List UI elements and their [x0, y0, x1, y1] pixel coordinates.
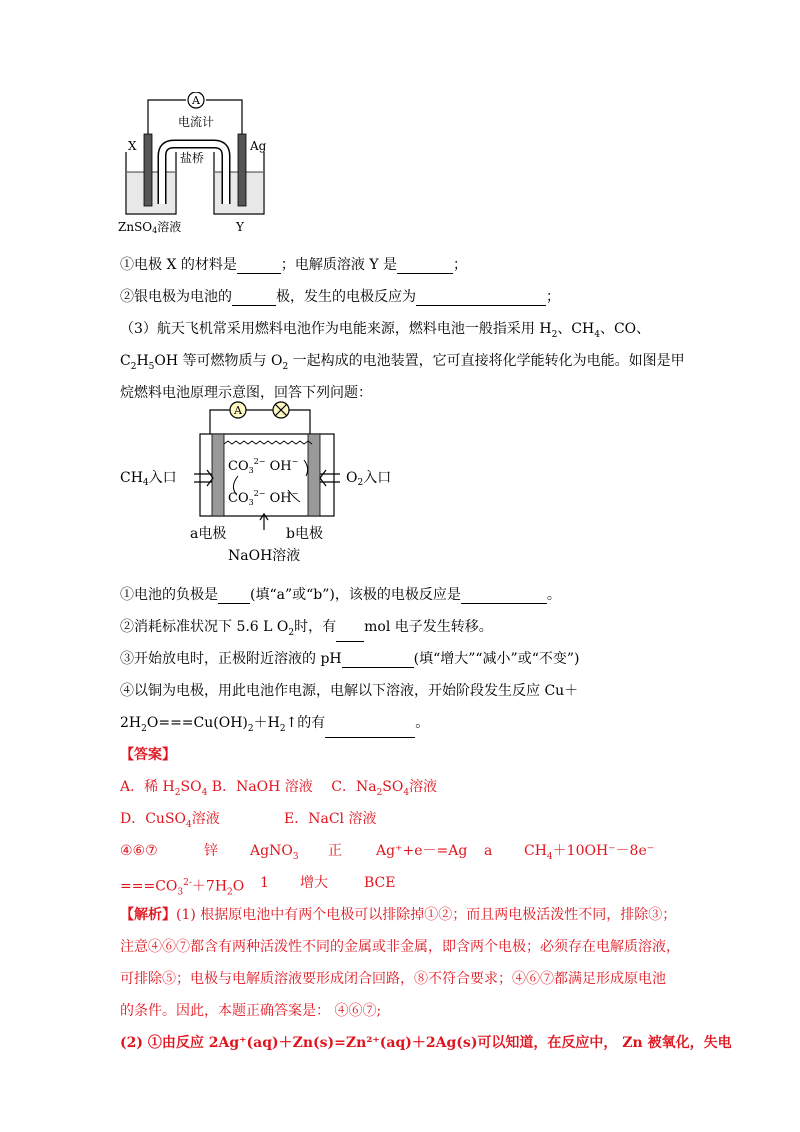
analysis-line-1: 【解析】(1) 根据原电池中有两个电极可以排除掉①②；而且两电极活泼性不同，排除③；: [120, 907, 677, 923]
question-3-line-2: $C_2H_5OH$ 等可燃物质与 $O_2$ 一起构成的电池装置，它可直接将化学能转化为电能。如图是甲: [120, 353, 685, 372]
fuel-cell-diagram: [118, 398, 408, 566]
zinc-sulfate-solution-label: ZnSO4溶液: [118, 220, 182, 234]
ion-label-bottom: $CO_3^{2-}$ OH−: [228, 489, 299, 507]
answer-item: 1: [260, 875, 269, 891]
analysis-line-3: 可排除⑤；电极与电解质溶液要形成闭合回路，⑧不符合要求；④⑥⑦都满足形成原电池: [120, 971, 666, 987]
answer-item: 正: [328, 843, 342, 859]
question-1: ①电极 X 的材料是 ；电解质溶液 Y 是 ；: [120, 257, 468, 273]
sub-question-3: ③开始放电时，正极附近溶液的 pH (填“增大”“减小”或“不变”): [120, 651, 580, 667]
sub-question-4-line-2: $2H_2O===Cu(OH)_2+H_2↑$的有 。: [120, 714, 429, 738]
answer-item: AgNO$_3$: [250, 843, 299, 862]
sub-question-2: ②消耗标准状况下 5.6 L $O_2$时，有 mol 电子发生转移。: [120, 618, 493, 642]
electrolyte-label: NaOH溶液: [228, 548, 301, 564]
analysis-heading: 【解析】: [120, 907, 176, 923]
answer-item: ④⑥⑦: [120, 843, 158, 859]
ch4-inlet-label: $CH_4$入口: [120, 470, 177, 488]
analysis-line-5: (2) ①由反应 2Ag⁺(aq)＋Zn(s)=Zn²⁺(aq)＋2Ag(s)可以知道，在反应中， Zn 被氧化，失电: [120, 1035, 732, 1051]
answer-options-1: A．稀 $H_2SO_4$ B．NaOH 溶液 C．$Na_2SO_4$溶液: [120, 779, 438, 798]
galvanic-cell-diagram: [118, 92, 288, 234]
answer-options-2: [120, 810, 377, 834]
sub-question-4-line-1: ④以铜为电极，用此电池作电源，电解以下溶液，开始阶段发生反应 Cu＋: [120, 683, 579, 699]
question-3-line-1: （3）航天飞机常采用燃料电池作为电能来源，燃料电池一般指采用 $H_2$、$CH_4$、CO、: [120, 321, 651, 340]
analysis-line-4: 的条件。因此，本题正确答案是： ④⑥⑦;: [120, 1003, 382, 1019]
question-2: ②银电极为电池的 极，发生的电极反应为 ；: [120, 289, 560, 305]
answer-item: $CH_4+10OH^--8e^-$: [524, 843, 655, 862]
o2-inlet-label: $O_2$入口: [346, 470, 392, 488]
answer-item: a: [484, 843, 493, 859]
answer-item: 增大: [300, 875, 328, 891]
solution-y-label: Y: [236, 220, 244, 234]
electrode-a-label: a电极: [190, 526, 227, 542]
answer-item: Ag⁺+e－=Ag: [376, 843, 468, 859]
answer-item: BCE: [364, 875, 396, 891]
answer-heading: 【答案】: [120, 747, 176, 763]
question-3-line-3: 烷燃料电池原理示意图，回答下列问题：: [120, 385, 372, 401]
ion-label-top: $CO_3^{2-}$ OH−: [228, 457, 299, 475]
electrode-ag-label: Ag: [250, 139, 267, 153]
ammeter-symbol: A: [234, 404, 242, 417]
answer-row-2: [120, 874, 680, 898]
ammeter-symbol: A: [192, 94, 200, 107]
option-d: D．CuSO$_4$溶液: [120, 811, 220, 830]
salt-bridge-label: 盐桥: [180, 151, 205, 165]
electrode-b-label: b电极: [286, 526, 323, 542]
answer-row-1: [120, 842, 680, 860]
option-e: E．NaCl 溶液: [284, 811, 377, 827]
answer-item: 锌: [204, 843, 218, 859]
analysis-line-2: 注意④⑥⑦都含有两种活泼性不同的金属或非金属，即含两个电极；必须存在电解质溶液，: [120, 939, 680, 955]
answer-item: $===CO_3^{2-}+7H_2O$: [120, 878, 245, 898]
electrode-x-label: X: [128, 139, 137, 153]
ammeter-label: 电流计: [177, 115, 215, 129]
sub-question-1: ①电池的负极是 (填“a”或“b”)，该极的电极反应是 。: [120, 587, 561, 603]
lamp-icon: [273, 402, 289, 418]
